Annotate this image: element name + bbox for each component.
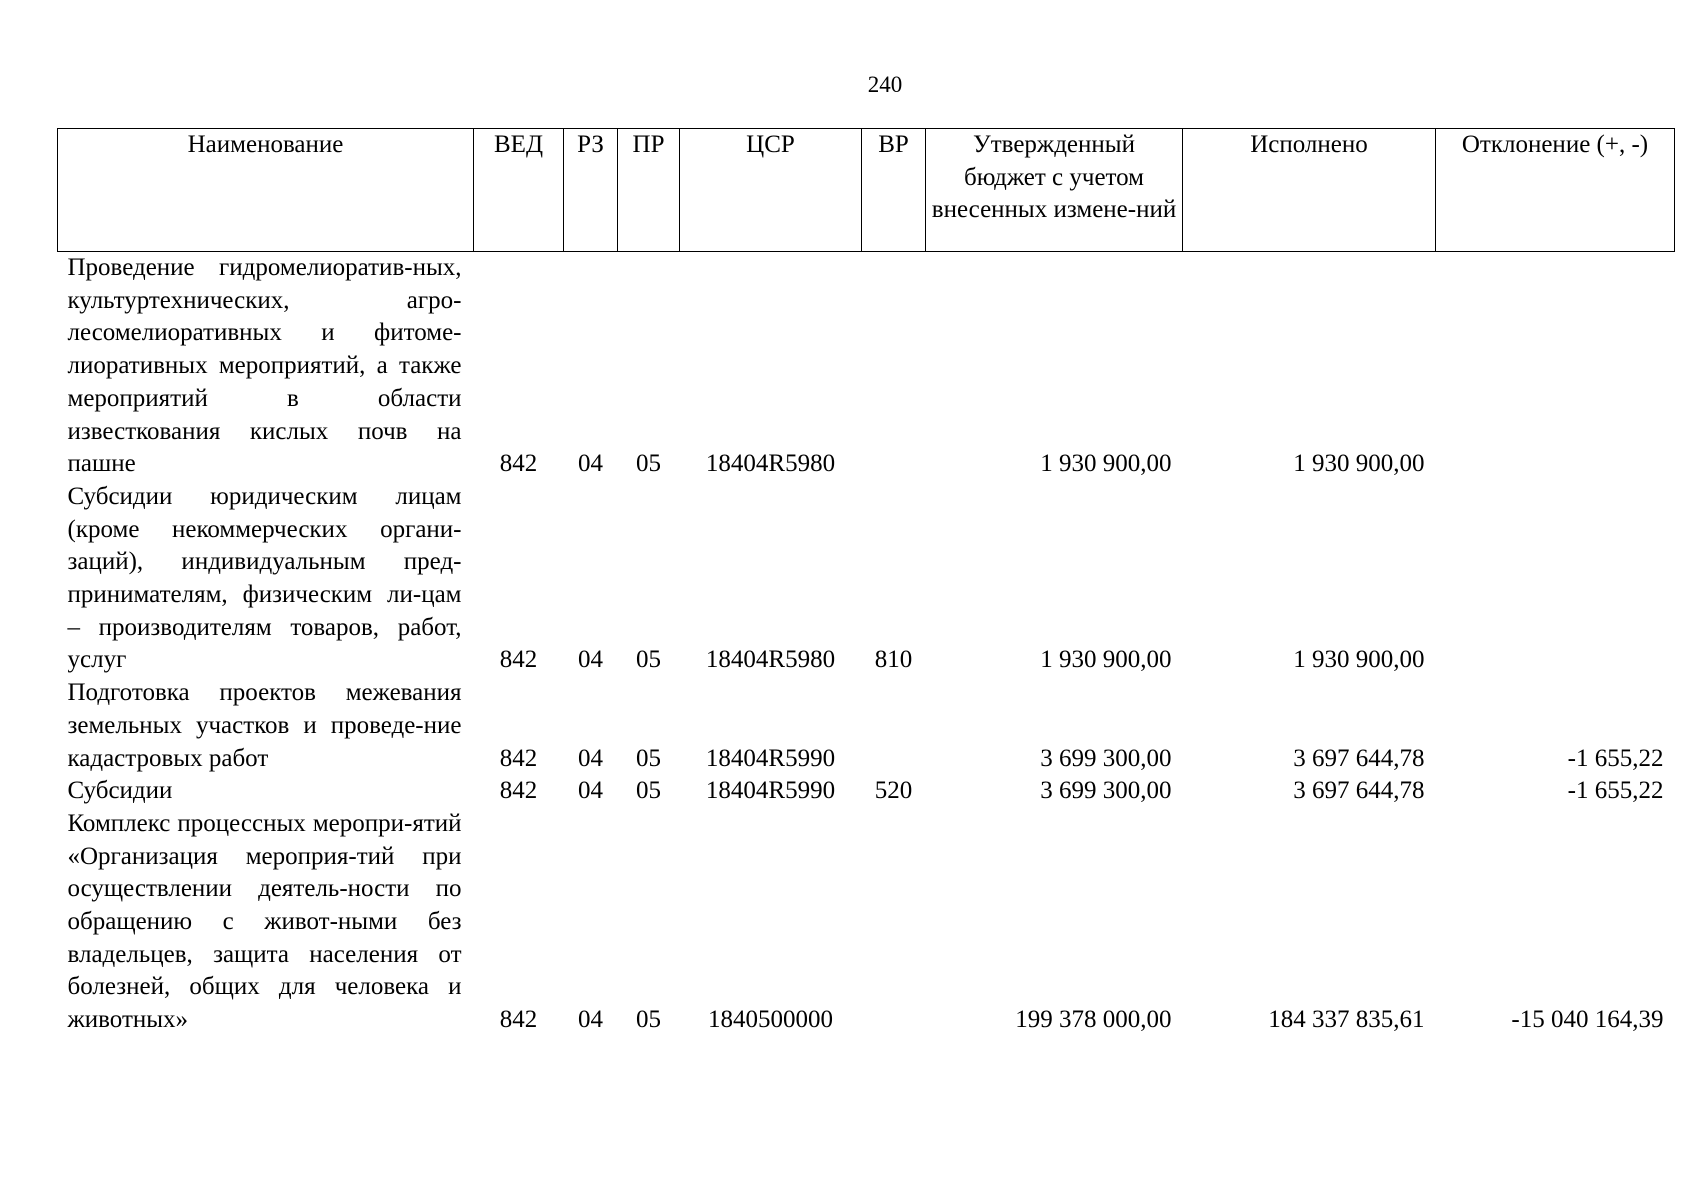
table-row (58, 775, 1675, 808)
table-row (58, 252, 1675, 481)
page-number: 240 (867, 72, 903, 97)
row-ved: 842 (499, 777, 538, 805)
row-name: Субсидии (67, 777, 173, 805)
header-executed: Исполнено (1183, 129, 1436, 252)
row-csr: 18404R5990 (705, 744, 836, 772)
row-name: Проведение гидромелиоратив-ных, культуртехнических, агро-лесомелиоративных и фитоме-лиоративных мероприятий, а также мероприятий в области известкования кислых почв на пашне (67, 254, 462, 478)
row-deviation (1436, 481, 1675, 677)
table-header-row (58, 129, 1675, 252)
table-row (58, 808, 1675, 1037)
row-vr (862, 808, 926, 1037)
row-vr (862, 677, 926, 775)
row-name: Комплекс процессных меропри-ятий «Организация мероприя-тий при осуществлении деятель-ности по обращению с живот-ными без владельцев, защита населения от болезней, общих для человека и животных» (67, 809, 462, 1034)
header-pr: ПР (618, 129, 680, 252)
row-rz: 04 (578, 646, 603, 674)
header-name: Наименование (58, 129, 474, 252)
header-vr: ВР (862, 129, 926, 252)
row-rz: 04 (578, 1006, 603, 1034)
row-approved: 1 930 900,00 (1040, 450, 1172, 478)
row-pr: 05 (636, 744, 661, 772)
row-approved: 1 930 900,00 (1040, 646, 1172, 674)
row-ved: 842 (499, 744, 538, 772)
row-csr: 18404R5980 (705, 646, 836, 674)
row-pr: 05 (636, 777, 661, 805)
row-pr: 05 (636, 450, 661, 478)
header-rz: РЗ (564, 129, 618, 252)
row-approved: 3 699 300,00 (1040, 744, 1172, 772)
row-vr: 810 (874, 646, 913, 674)
budget-table (57, 128, 1675, 1037)
row-deviation (1436, 252, 1675, 481)
row-name: Подготовка проектов межевания земельных участков и проведе-ние кадастровых работ (67, 679, 462, 772)
table-row (58, 677, 1675, 775)
row-executed: 3 697 644,78 (1293, 777, 1425, 805)
header-csr: ЦСР (680, 129, 862, 252)
row-rz: 04 (578, 777, 603, 805)
row-executed: 1 930 900,00 (1293, 450, 1425, 478)
row-pr: 05 (636, 1006, 661, 1034)
table-row (58, 481, 1675, 677)
row-ved: 842 (499, 450, 538, 478)
row-ved: 842 (499, 646, 538, 674)
row-csr: 18404R5990 (705, 777, 836, 805)
row-executed: 1 930 900,00 (1293, 646, 1425, 674)
header-deviation: Отклонение (+, -) (1436, 129, 1675, 252)
row-rz: 04 (578, 450, 603, 478)
row-executed: 3 697 644,78 (1293, 744, 1425, 772)
row-approved: 3 699 300,00 (1040, 777, 1172, 805)
row-executed: 184 337 835,61 (1268, 1006, 1425, 1034)
header-ved: ВЕД (474, 129, 564, 252)
header-approved: Утвержденный бюджет с учетом внесенных измене-ний (926, 129, 1183, 252)
row-csr: 18404R5980 (705, 450, 836, 478)
row-deviation: -15 040 164,39 (1511, 1006, 1664, 1034)
row-ved: 842 (499, 1006, 538, 1034)
row-vr: 520 (874, 777, 913, 805)
row-approved: 199 378 000,00 (1015, 1006, 1172, 1034)
row-deviation: -1 655,22 (1567, 744, 1664, 772)
row-csr: 1840500000 (708, 1006, 833, 1034)
row-rz: 04 (578, 744, 603, 772)
row-name: Субсидии юридическим лицам (кроме некоммерческих органи-заций), индивидуальным пред-принимателям, физическим ли-цам – производителям товаров, работ, услуг (67, 482, 462, 674)
row-pr: 05 (636, 646, 661, 674)
row-vr (862, 252, 926, 481)
row-deviation: -1 655,22 (1567, 777, 1664, 805)
